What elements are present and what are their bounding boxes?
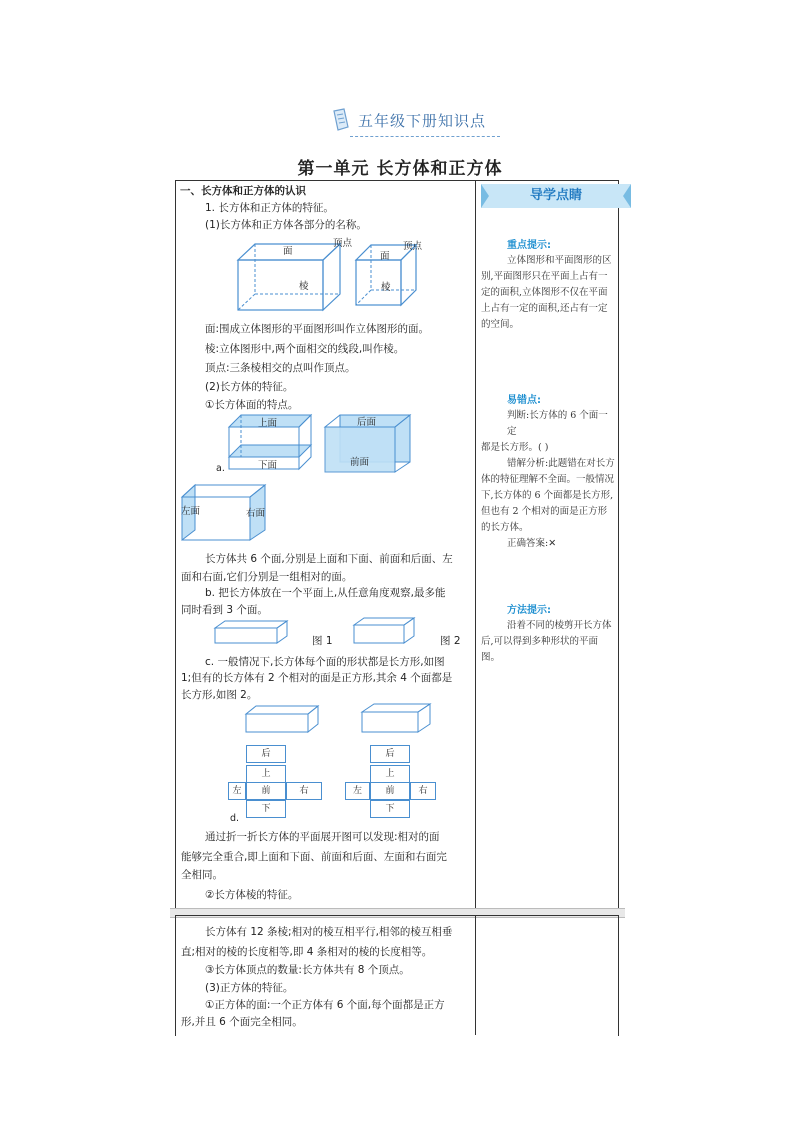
net1-bottom: 下 (246, 800, 286, 818)
error-line: 正确答案:✕ (507, 538, 557, 549)
face-right-label: 右面 (246, 508, 266, 519)
key-line: 的空间。 (481, 319, 520, 330)
method-line: 沿着不同的棱剪开长方体 (507, 620, 612, 631)
method-line: 图。 (481, 652, 501, 663)
sub-heading: (1)长方体和正方体各部分的名称。 (205, 219, 367, 231)
face-front-label: 前面 (350, 457, 370, 468)
page-header (330, 106, 500, 134)
error-line: 的长方体。 (481, 522, 529, 533)
mark-a: a. (216, 463, 225, 474)
error-line: 都是长方形。( ) (481, 442, 549, 453)
para-c-line3: 长方形,如图 2。 (181, 689, 258, 701)
cube-label-vertex: 顶点 (403, 241, 423, 252)
net2-front: 前 (370, 782, 410, 800)
key-line: 定的面积,立体图形不仅在平面 (481, 287, 608, 298)
face-back-label: 后面 (357, 417, 377, 428)
net2-back: 后 (370, 745, 410, 763)
net-figure-1-cuboid (244, 705, 324, 735)
net1-front: 前 (246, 782, 286, 800)
error-line: 错解分析:此题错在对长方 (507, 458, 615, 469)
header-title: 五年级下册知识点 (358, 111, 487, 130)
header-divider (350, 136, 500, 137)
item-heading: 1. 长方体和正方体的特征。 (205, 202, 334, 214)
net1-back: 后 (246, 745, 286, 763)
key-points-text (481, 253, 616, 333)
net-figure-2-cuboid (360, 703, 440, 735)
label-face: 面 (283, 246, 293, 257)
net2-left: 左 (345, 782, 370, 800)
guide-title: 导学点睛 (529, 188, 582, 203)
figure-1-caption: 图 1 (312, 635, 333, 647)
net2-top: 上 (370, 765, 410, 783)
key-line: 别,平面图形只在平面上占有一 (481, 271, 608, 282)
section-heading: 一、长方体和正方体的认识 (180, 185, 306, 197)
page2-line1: 长方体有 12 条棱;相对的棱互相平行,相邻的棱互相垂 (205, 926, 453, 938)
point-1: ①长方体面的特点。 (205, 399, 299, 411)
method-text (481, 618, 616, 666)
error-line: 下,长方体的 6 个面都是长方形, (481, 490, 614, 501)
face-left-label: 左面 (181, 506, 201, 517)
page2-line4: (3)正方体的特征。 (205, 982, 294, 994)
figure-1-cuboid (213, 620, 293, 646)
point-2: ②长方体棱的特征。 (205, 889, 299, 901)
para-d-line1: 通过折一折长方体的平面展开图可以发现:相对的面 (205, 831, 440, 843)
page2-line6: 形,并且 6 个面完全相同。 (181, 1016, 303, 1028)
page-title: 第一单元 长方体和正方体 (297, 159, 503, 179)
error-text (481, 408, 616, 552)
key-line: 立体图形和平面图形的区 (507, 255, 612, 266)
error-line: 但也有 2 个相对的面是正方形 (481, 506, 608, 517)
key-points-title: 重点提示: (507, 240, 551, 251)
method-line: 后,可以得到多种形状的平面 (481, 636, 599, 647)
para-b-line2: 同时看到 3 个面。 (181, 604, 268, 616)
para-a-line1: 长方体共 6 个面,分别是上面和下面、前面和后面、左 (205, 553, 453, 565)
net2-bottom: 下 (370, 800, 410, 818)
error-line: 体的特征理解不全面。一般情况 (481, 474, 615, 485)
label-vertex: 顶点 (333, 238, 353, 249)
net1-top: 上 (246, 765, 286, 783)
face-bottom-label: 下面 (258, 460, 278, 471)
definition-vertex: 顶点:三条棱相交的点叫作顶点。 (205, 362, 356, 374)
page2-line5: ①正方体的面:一个正方体有 6 个面,每个面都是正方 (205, 999, 445, 1011)
error-line: 判断:长方体的 6 个面一定 (507, 410, 608, 437)
column-divider (475, 180, 476, 910)
para-d-line3: 全相同。 (181, 869, 223, 881)
column-divider-2 (475, 915, 476, 1035)
para-b-line1: b. 把长方体放在一个平面上,从任意角度观察,最多能 (205, 587, 446, 599)
figure-2-caption: 图 2 (440, 635, 461, 647)
cube-label-face: 面 (380, 251, 390, 262)
para-c-line1: c. 一般情况下,长方体每个面的形状都是长方形,如图 (205, 656, 445, 668)
document-icon (330, 107, 352, 133)
definition-face: 面:围成立体图形的平面图形叫作立体图形的面。 (205, 323, 430, 335)
para-d-line2: 能够完全重合,即上面和下面、前面和后面、左面和右面完 (181, 851, 447, 863)
figure-2-cuboid (352, 617, 422, 647)
page2-line3: ③长方体顶点的数量:长方体共有 8 个顶点。 (205, 964, 410, 976)
key-line: 上占有一定的面积,还占有一定 (481, 303, 608, 314)
mark-d: d. (230, 813, 240, 824)
definition-edge: 棱:立体图形中,两个面相交的线段,叫作棱。 (205, 343, 405, 355)
page2-line2: 直;相对的棱的长度相等,即 4 条相对的棱的长度相等。 (181, 946, 433, 958)
method-title: 方法提示: (507, 605, 551, 616)
error-title: 易错点: (507, 395, 541, 406)
cube-label-edge: 棱 (381, 282, 391, 293)
net1-left: 左 (228, 782, 246, 800)
face-top-label: 上面 (258, 418, 278, 429)
sub-heading-2: (2)长方体的特征。 (205, 381, 294, 393)
para-c-line2: 1;但有的长方体有 2 个相对的面是正方形,其余 4 个面都是 (181, 672, 453, 684)
net2-right: 右 (410, 782, 436, 800)
para-a-line2: 面和右面,它们分别是一组相对的面。 (181, 571, 353, 583)
label-edge: 棱 (299, 281, 309, 292)
net1-right: 右 (286, 782, 322, 800)
